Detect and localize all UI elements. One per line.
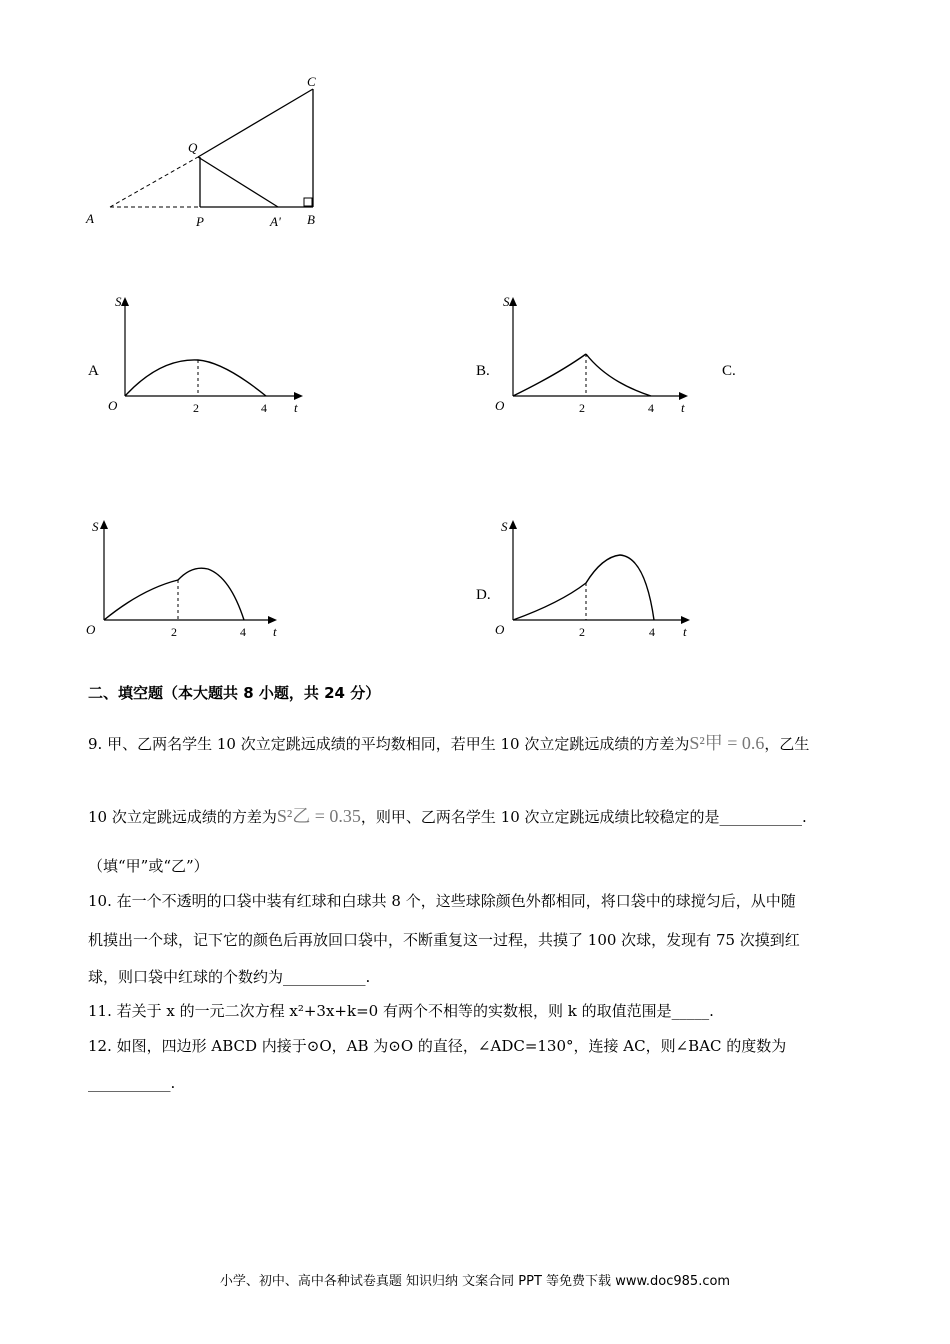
tick-4-label: 4 xyxy=(649,625,655,639)
q9-text-4: ，则甲、乙两名学生 10 次立定跳远成绩比较稳定的是___________. xyxy=(360,808,807,826)
tick-2-label: 2 xyxy=(193,401,199,415)
label-p: P xyxy=(196,214,204,229)
q9-formula-variance-yi: S²乙 = 0.35 xyxy=(276,806,361,826)
axis-s-label: S xyxy=(115,294,122,309)
origin-label: O xyxy=(495,398,505,413)
axis-s-label: S xyxy=(92,519,99,534)
axis-t-label: t xyxy=(681,400,685,415)
segment-qa-prime xyxy=(198,157,278,207)
option-d-label: D. xyxy=(476,587,491,603)
label-a-prime: A' xyxy=(270,214,281,229)
section-heading: 二、填空题（本大题共 8 小题，共 24 分） xyxy=(88,684,381,702)
q9-text-2: ，乙生 xyxy=(764,735,810,753)
axis-t-label: t xyxy=(294,400,298,415)
option-c-label: C. xyxy=(722,363,736,379)
tick-4-label: 4 xyxy=(240,625,246,639)
segment-qc xyxy=(198,89,313,157)
triangle-figure xyxy=(80,70,340,235)
origin-label: O xyxy=(108,398,118,413)
question-9-hint: （填“甲”或“乙”） xyxy=(88,857,209,875)
question-10-line-3: 球，则口袋中红球的个数约为___________. xyxy=(88,968,371,986)
question-9-line-2 xyxy=(88,805,807,828)
right-angle-mark xyxy=(304,198,312,206)
question-10-line-2: 机摸出一个球，记下它的颜色后再放回口袋中，不断重复这一过程，共摸了 100 次球，发现有 75 次摸到红 xyxy=(88,931,800,949)
axis-s-label: S xyxy=(501,519,508,534)
tick-2-label: 2 xyxy=(171,625,177,639)
question-12-line-1: 12. 如图，四边形 ABCD 内接于⊙O，AB 为⊙O 的直径，∠ADC=130°，连接 AC，则∠BAC 的度数为 xyxy=(88,1037,787,1055)
tick-4-label: 4 xyxy=(648,401,654,415)
label-q: Q xyxy=(188,140,198,155)
question-12-line-2: ___________. xyxy=(88,1074,176,1092)
label-b: B xyxy=(307,212,315,227)
label-a: A xyxy=(86,211,94,226)
axis-s-label: S xyxy=(503,294,510,309)
origin-label: O xyxy=(495,622,505,637)
question-9-line-1 xyxy=(88,732,809,755)
q9-text-3: 10 次立定跳远成绩的方差为 xyxy=(88,808,277,826)
q9-text-1: 9. 甲、乙两名学生 10 次立定跳远成绩的平均数相同，若甲生 10 次立定跳远成绩的方差为 xyxy=(88,735,690,753)
graph-option-a xyxy=(98,292,308,422)
page-footer: 小学、初中、高中各种试卷真题 知识归纳 文案合同 PPT 等免费下载 www.doc985.com xyxy=(219,1274,731,1289)
question-10-line-1: 10. 在一个不透明的口袋中装有红球和白球共 8 个，这些球除颜色外都相同，将口袋中的球搅匀后，从中随 xyxy=(88,892,796,910)
segment-aq-dashed xyxy=(110,157,198,207)
label-c: C xyxy=(307,74,316,89)
tick-2-label: 2 xyxy=(579,401,585,415)
origin-label: O xyxy=(86,622,96,637)
graph-option-c xyxy=(82,515,292,645)
q9-formula-variance-jia: S²甲 = 0.6 xyxy=(689,733,765,753)
graph-option-b xyxy=(488,292,698,422)
option-b-label: B. xyxy=(476,363,490,379)
axis-t-label: t xyxy=(273,624,277,639)
graph-option-d xyxy=(490,515,700,645)
tick-2-label: 2 xyxy=(579,625,585,639)
tick-4-label: 4 xyxy=(261,401,267,415)
option-a-label: A xyxy=(88,363,99,379)
axis-t-label: t xyxy=(683,624,687,639)
question-11: 11. 若关于 x 的一元二次方程 x²+3x+k=0 有两个不相等的实数根，则 k 的取值范围是_____. xyxy=(88,1002,714,1020)
